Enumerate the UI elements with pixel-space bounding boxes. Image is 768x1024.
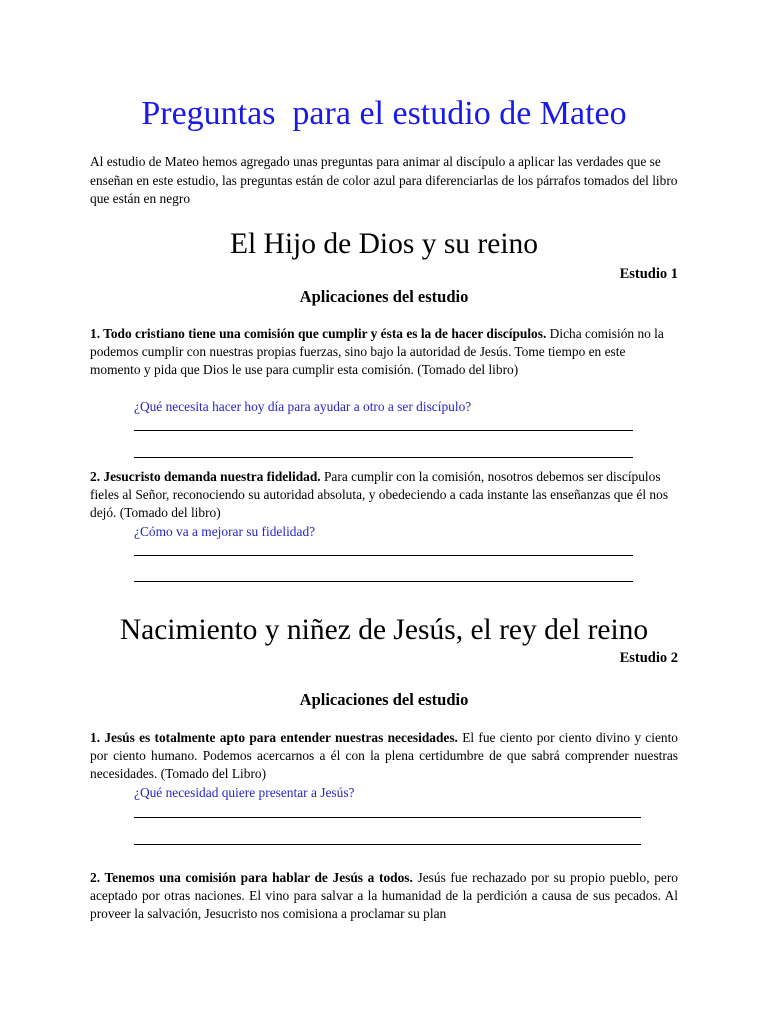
section-1-item-1-paragraph bbox=[90, 325, 678, 380]
answer-line[interactable] bbox=[134, 844, 641, 845]
section-1-item-1-question: ¿Qué necesita hacer hoy día para ayudar a otro a ser discípulo? bbox=[134, 399, 472, 414]
section-2-item-2-paragraph bbox=[90, 869, 678, 924]
section-1-item-2-question: ¿Cómo va a mejorar su fidelidad? bbox=[134, 524, 316, 539]
section-2-heading: Nacimiento y niñez de Jesús, el rey del reino bbox=[119, 614, 649, 646]
section-2-item-2-text: Jesús fue rechazado por su propio pueblo, pero aceptado por otras naciones. El vino para salvar a la humanidad de la perdición a causa de sus pecados. Al proveer la salvación, Jesucristo nos comisiona a proclamar su plan bbox=[90, 870, 678, 922]
answer-line[interactable] bbox=[134, 555, 633, 556]
answer-line[interactable] bbox=[134, 457, 633, 458]
answer-line[interactable] bbox=[134, 817, 641, 818]
answer-line[interactable] bbox=[134, 430, 633, 431]
section-1-study-label: Estudio 1 bbox=[619, 266, 678, 282]
intro-paragraph: Al estudio de Mateo hemos agregado unas preguntas para animar al discípulo a aplicar las verdades que se enseñan en este estudio, las preguntas están de color azul para diferenciarlas de los párrafos tomados del libro que están en negro bbox=[90, 154, 678, 206]
section-2-study-label: Estudio 2 bbox=[619, 650, 678, 666]
section-1-heading: El Hijo de Dios y su reino bbox=[229, 228, 539, 260]
section-2-item-1-bold: 1. Jesús es totalmente apto para entender nuestras necesidades. bbox=[90, 730, 458, 745]
section-2-item-1-question: ¿Qué necesidad quiere presentar a Jesús? bbox=[134, 785, 355, 800]
section-1-item-2-text: Para cumplir con la comisión, nosotros debemos ser discípulos fieles al Señor, reconociendo su autoridad absoluta, y obedeciendo a cada instante las enseñanzas que él nos dejó. (Tomado del libro) bbox=[90, 469, 669, 521]
section-2-applications-title: Aplicaciones del estudio bbox=[299, 690, 469, 709]
section-1-item-1-text: Dicha comisión no la podemos cumplir con nuestras propias fuerzas, sino bajo la autoridad de Jesús. Tome tiempo en este momento y pida que Dios le use para cumplir esta comisión. (Tomado del libro) bbox=[90, 326, 664, 378]
section-1-applications-title: Aplicaciones del estudio bbox=[299, 287, 469, 306]
section-1-item-2-paragraph bbox=[90, 468, 678, 523]
section-1-item-1-bold: 1. Todo cristiano tiene una comisión que cumplir y ésta es la de hacer discípulos. bbox=[90, 326, 547, 341]
section-1-item-2-bold: 2. Jesucristo demanda nuestra fidelidad. bbox=[90, 469, 321, 484]
section-2-item-2-bold: 2. Tenemos una comisión para hablar de Jesús a todos. bbox=[90, 870, 413, 885]
answer-line[interactable] bbox=[134, 581, 633, 582]
section-2-item-1-paragraph bbox=[90, 729, 678, 784]
section-2-item-1-text: El fue ciento por ciento divino y ciento por ciento humano. Podemos acercarnos a él con la plena certidumbre de que sabrá comprender nuestras necesidades. (Tomado del Libro) bbox=[90, 730, 678, 782]
page-title: Preguntas para el estudio de Mateo bbox=[141, 95, 627, 132]
